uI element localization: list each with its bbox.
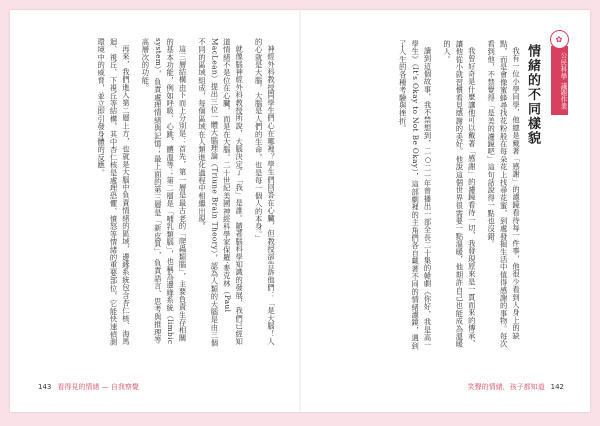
- paragraph: 我曾好奇是什麼讓他可以戴著「感謝」的濾鏡看待一切，我發現原來是一貫而來的傳承，讓他從小就習慣看見感謝的美好。他說這個世界很需要一點溫暖，他期許自己也能成為溫暖的人。: [442, 40, 477, 348]
- section-badge: [544, 30, 574, 115]
- section-title: 情緒的不同樣貌: [525, 44, 540, 146]
- paragraph: 這三層結構由下而上分別是：首先，第一層是最古老的「爬蟲類腦」，主要負責生存相關的基本功能，例如呼吸、心跳、體溫等；第二層是「哺乳類腦」，也稱為邊緣系統（limbic system），負責處理情緒與記憶；最上面的第三層是「新皮質」，負責語言、思考與推理等高層次的功能。: [141, 38, 188, 345]
- paragraph: 再來，我們進入第二層上方，也就是大腦中負責情緒的區域，邊緣系統包含杏仁核、海馬迴、視丘、下視丘等結構，其中杏仁核是處理恐懼、憤怒等情緒的重要部位，它能快速偵測環境中的威脅，並立即引發身體的反應。: [97, 38, 131, 346]
- brain-icon: ✿: [550, 30, 569, 49]
- right-footer: [468, 382, 564, 392]
- page-number: 143: [38, 383, 52, 391]
- paragraph: 讀到這個故事，我不禁想到，二○二一年曾播出一部全長二十集的韓劇《你好，我是高一學生》（It's Okay to Not Be Okay），這部劇裡的主角們各自戴著不同的情緒濾鏡，遇到了人生的各種考驗與挫折。: [398, 40, 433, 350]
- running-title: 看得見的情緒 — 自我察覺: [57, 383, 139, 391]
- paragraph: 就像腦神經外科教授所說，大腦決定了「我」是誰。隨著腦科學知識的發展，我們已經知道情緒不是位在心臟，而是在大腦。二十世紀美國神經科學家保羅·麥克林（Paul MacLean）提出三位一體大腦理論（Triune Brain Theory），認為人類的大腦是由三個不同的區域組成，每個區域在人類進化過程中相繼出現。: [197, 38, 245, 347]
- left-footer: [38, 382, 139, 392]
- right-page: [301, 10, 590, 412]
- running-title: 笑聲的情緒，孩子都知道: [467, 383, 545, 391]
- badge-label: 公民科學 議題作業: [551, 46, 568, 115]
- page-number: 142: [550, 383, 564, 391]
- right-body-text: [337, 40, 522, 350]
- book-spread: [10, 10, 590, 412]
- paragraph: 神經外科教授問學生們心在哪裡？學生們回答在心臟，但教授卻告訴他們：「是大腦！人的心就是大腦，大腦是人們的生命，也是每一個人的本身。」: [254, 38, 276, 346]
- left-body-text: [27, 38, 277, 348]
- paragraph: 我有一位小學同學，他總是戴著「感謝」的濾鏡看待每一件事，他很少看到人身上的缺點，而是會像蜜蜂尋找花粉般在每朵花上找尋花蜜，到處發掘生活中值得感謝的事物。每次看到他，不禁覺得「是美的濾鏡吧」這句話說得一點也沒錯。: [487, 40, 521, 348]
- left-page: [10, 10, 299, 412]
